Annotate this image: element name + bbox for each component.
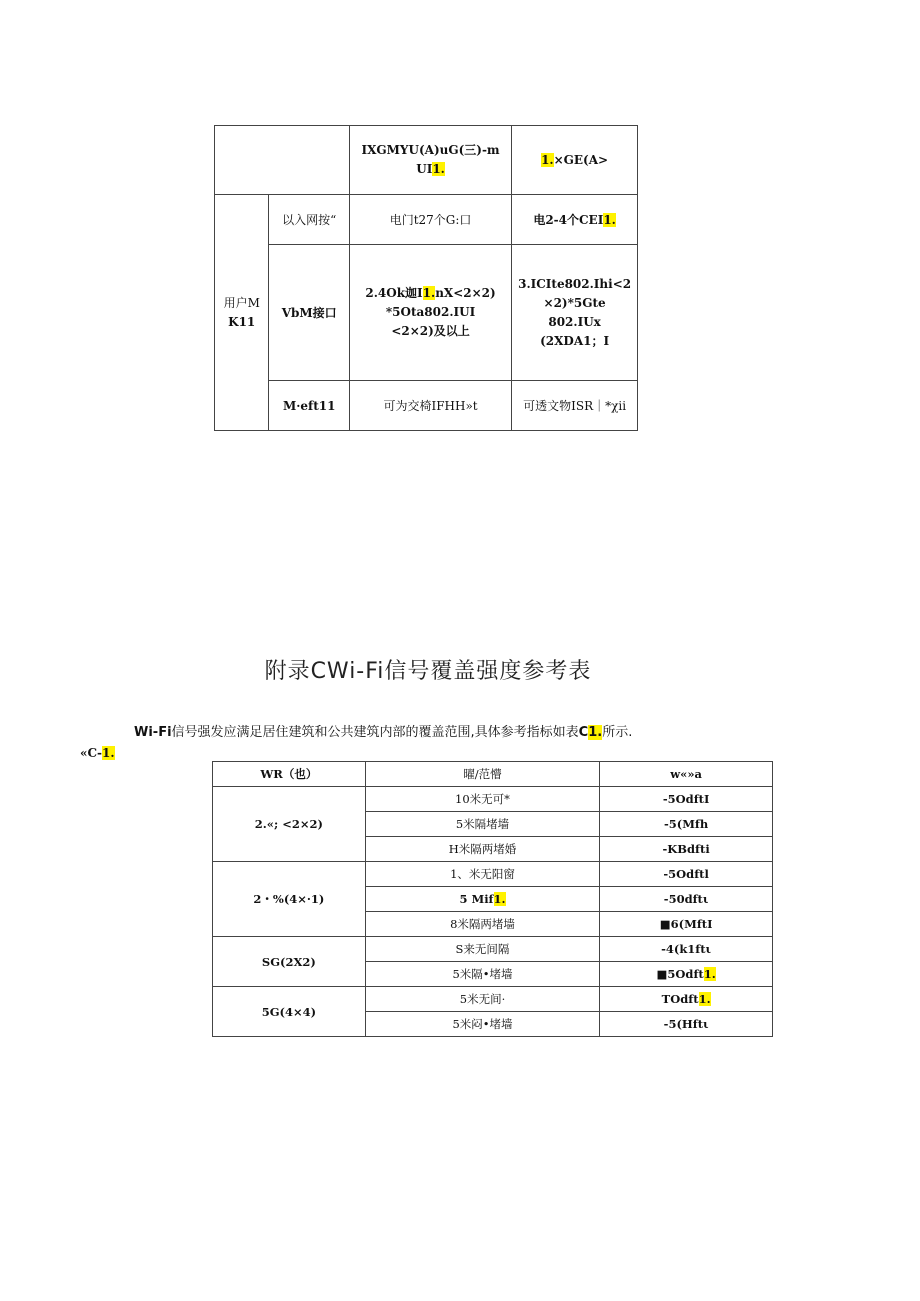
range-cell: 8米隔两堵墙 (365, 912, 600, 937)
range-cell: 1、米无阳窗 (365, 862, 600, 887)
group-label: SG(2X2) (213, 937, 366, 987)
header-cell: WR（也） (213, 762, 366, 787)
value-cell: ■5Odft1. (600, 962, 773, 987)
range-cell: S来无间隔 (365, 937, 600, 962)
group-label: 2・%(4×·1) (213, 862, 366, 937)
group-label: 2.«; <2×2) (213, 787, 366, 862)
range-cell: 5米隔堵墙 (365, 812, 600, 837)
row3-col3: 可透文物ISR｜*χii (512, 381, 638, 431)
value-cell: -5(Hftι (600, 1012, 773, 1037)
row2-col3: 3.ICIte802.Ihi<2 ×2)*5Gte 802.IUx (2XDA1；I (512, 245, 638, 381)
section-title: 附录CWi-Fi信号覆盖强度参考表 (264, 659, 592, 684)
group-label-cell: 用户M K11 (215, 195, 269, 431)
value-cell: -5OdftI (600, 787, 773, 812)
range-cell: 10米无可* (365, 787, 600, 812)
value-cell: -4(k1ftι (600, 937, 773, 962)
row1-col2: 电门t27个G:口 (349, 195, 511, 245)
range-cell: 5米闷•堵墙 (365, 1012, 600, 1037)
row1-col3: 电2-4个CEI1. (512, 195, 638, 245)
row-label: VbM接口 (269, 245, 349, 381)
row2-col2: 2.4Ok迦I1.nX<2×2) *5Ota802.IUI <2×2)及以上 (349, 245, 511, 381)
value-cell: -KBdfti (600, 837, 773, 862)
range-cell: 5米无间· (365, 987, 600, 1012)
intro-paragraph: Wi-Fi信号强发应满足居住建筑和公共建筑内部的覆盖范围,具体参考指标如表C1.所示. (134, 725, 633, 740)
value-cell: ■6(MftI (600, 912, 773, 937)
header-cell: w«»a (600, 762, 773, 787)
header-empty-cell (215, 126, 350, 195)
header-cell: 曜/范懵 (365, 762, 600, 787)
value-cell: -5Odftl (600, 862, 773, 887)
value-cell: -50dftι (600, 887, 773, 912)
wifi-coverage-table (212, 761, 773, 1037)
header-col3: 1.×GE(A> (512, 126, 638, 195)
range-cell: 5 Mif1. (365, 887, 600, 912)
range-cell: 5米隔•堵墙 (365, 962, 600, 987)
row-label: M·eft11 (269, 381, 349, 431)
interface-table (214, 125, 638, 431)
header-col2: IXGMYU(A)uG(三)-m UI1. (349, 126, 511, 195)
value-cell: TOdft1. (600, 987, 773, 1012)
value-cell: -5(Mfh (600, 812, 773, 837)
group-label: 5G(4×4) (213, 987, 366, 1037)
row-label: 以入网按“ (269, 195, 349, 245)
range-cell: H米隔两堵婚 (365, 837, 600, 862)
table-caption: «C-1. (80, 746, 115, 760)
row3-col2: 可为交椅IFHH»t (349, 381, 511, 431)
